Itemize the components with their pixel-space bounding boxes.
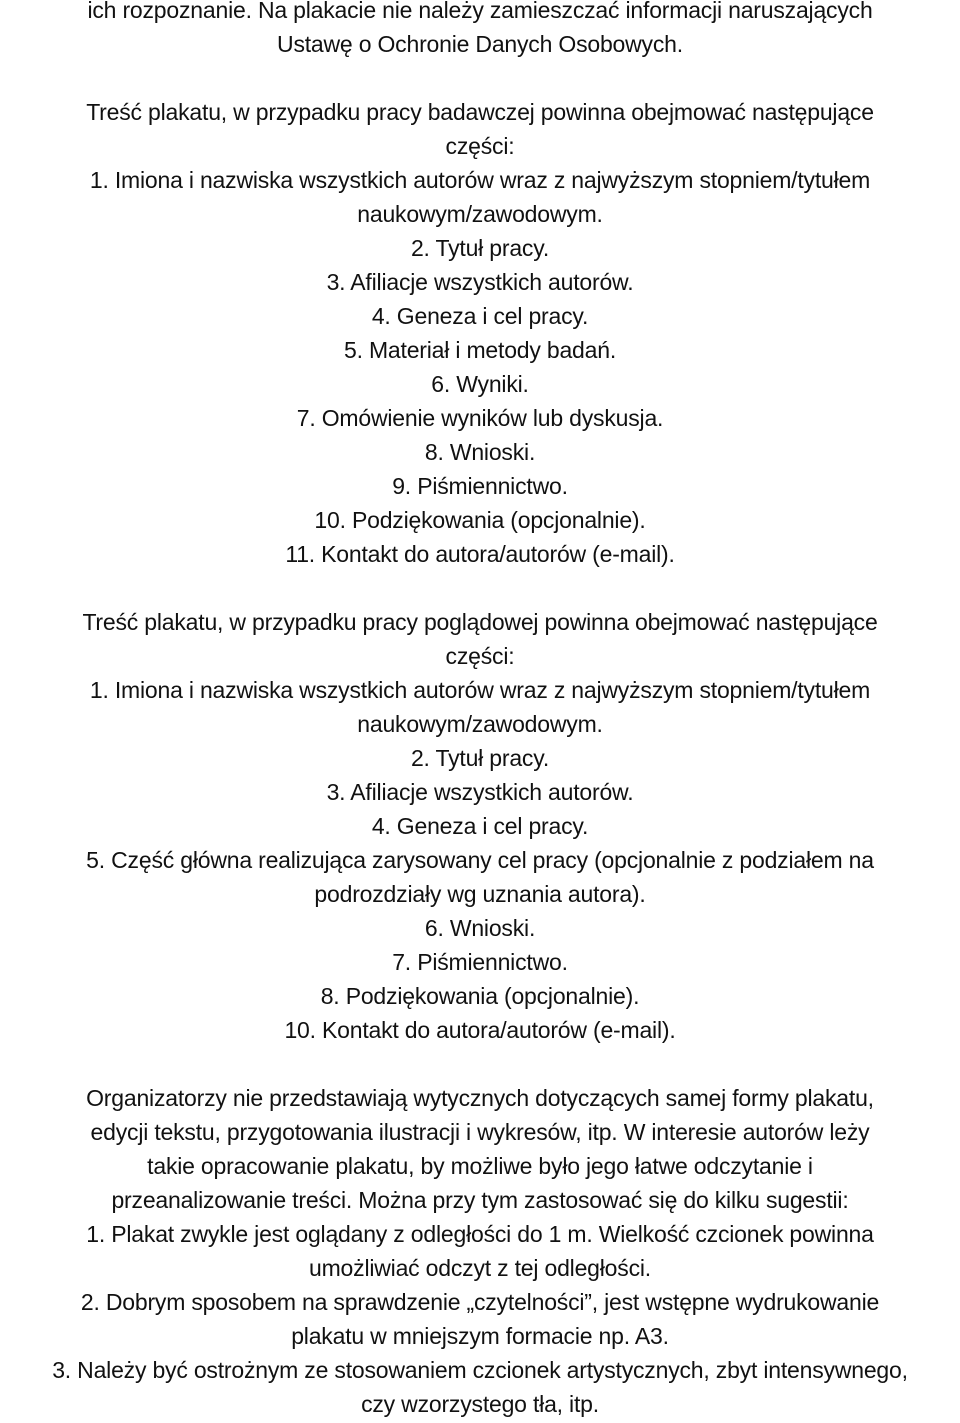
suggestion-item: czy wzorzystego tła, itp. [361, 1391, 599, 1417]
suggestion-item: 2. Dobrym sposobem na sprawdzenie „czytelności”, jest wstępne wydrukowanie [80, 1289, 880, 1315]
list-item: 1. Imiona i nazwiska wszystkich autorów wraz z najwyższym stopniem/tytułem [89, 167, 871, 193]
list-item: naukowym/zawodowym. [357, 711, 603, 737]
list-item: 5. Materiał i metody badań. [343, 337, 617, 363]
list-item: 3. Afiliacje wszystkich autorów. [326, 779, 634, 805]
paragraph-gap [0, 61, 960, 95]
list-item: 2. Tytuł pracy. [410, 745, 550, 771]
list-item: podrozdziały wg uznania autora). [314, 881, 646, 907]
suggestion-item: umożliwiać odczyt z tej odległości. [309, 1255, 651, 1281]
list-item: 7. Omówienie wyników lub dyskusja. [296, 405, 664, 431]
list-item: 6. Wyniki. [431, 371, 529, 397]
list-item: 8. Podziękowania (opcjonalnie). [320, 983, 640, 1009]
section-heading: części: [445, 133, 515, 159]
list-item: 2. Tytuł pracy. [410, 235, 550, 261]
section-heading: Treść plakatu, w przypadku pracy poglądowej powinna obejmować następujące [82, 609, 878, 635]
list-item: 5. Część główna realizująca zarysowany cel pracy (opcjonalnie z podziałem na [86, 847, 874, 873]
text-line: takie opracowanie plakatu, by możliwe było jego łatwe odczytanie i [147, 1153, 813, 1179]
text-line: Ustawę o Ochronie Danych Osobowych. [277, 31, 683, 57]
list-item: naukowym/zawodowym. [357, 201, 603, 227]
text-line: edycji tekstu, przygotowania ilustracji i wykresów, itp. W interesie autorów leży [90, 1119, 870, 1145]
text-line: Organizatorzy nie przedstawiają wytycznych dotyczących samej formy plakatu, [86, 1085, 874, 1111]
paragraph-gap [0, 1047, 960, 1081]
list-item: 10. Kontakt do autora/autorów (e-mail). [284, 1017, 676, 1043]
list-item: 3. Afiliacje wszystkich autorów. [326, 269, 634, 295]
suggestion-item: plakatu w mniejszym formacie np. A3. [291, 1323, 669, 1349]
text-line: przeanalizowanie treści. Można przy tym zastosować się do kilku sugestii: [111, 1187, 849, 1213]
list-item: 1. Imiona i nazwiska wszystkich autorów wraz z najwyższym stopniem/tytułem [89, 677, 871, 703]
review-poster-section [0, 605, 960, 1047]
section-heading: części: [445, 643, 515, 669]
suggestion-item: 3. Należy być ostrożnym ze stosowaniem czcionek artystycznych, zbyt intensywnego, [52, 1357, 908, 1383]
list-item: 8. Wnioski. [424, 439, 536, 465]
list-item: 6. Wnioski. [424, 915, 536, 941]
guidelines-paragraph [0, 1081, 960, 1421]
list-item: 4. Geneza i cel pracy. [371, 303, 589, 329]
text-line: ich rozpoznanie. Na plakacie nie należy zamieszczać informacji naruszających [87, 0, 873, 23]
intro-paragraph [0, 0, 960, 61]
section-heading: Treść plakatu, w przypadku pracy badawczej powinna obejmować następujące [86, 99, 874, 125]
list-item: 9. Piśmiennictwo. [392, 473, 568, 499]
paragraph-gap [0, 571, 960, 605]
list-item: 4. Geneza i cel pracy. [371, 813, 589, 839]
list-item: 11. Kontakt do autora/autorów (e-mail). [285, 541, 675, 567]
list-item: 10. Podziękowania (opcjonalnie). [314, 507, 646, 533]
list-item: 7. Piśmiennictwo. [392, 949, 568, 975]
research-poster-section [0, 95, 960, 571]
suggestion-item: 1. Plakat zwykle jest oglądany z odległości do 1 m. Wielkość czcionek powinna [86, 1221, 874, 1247]
